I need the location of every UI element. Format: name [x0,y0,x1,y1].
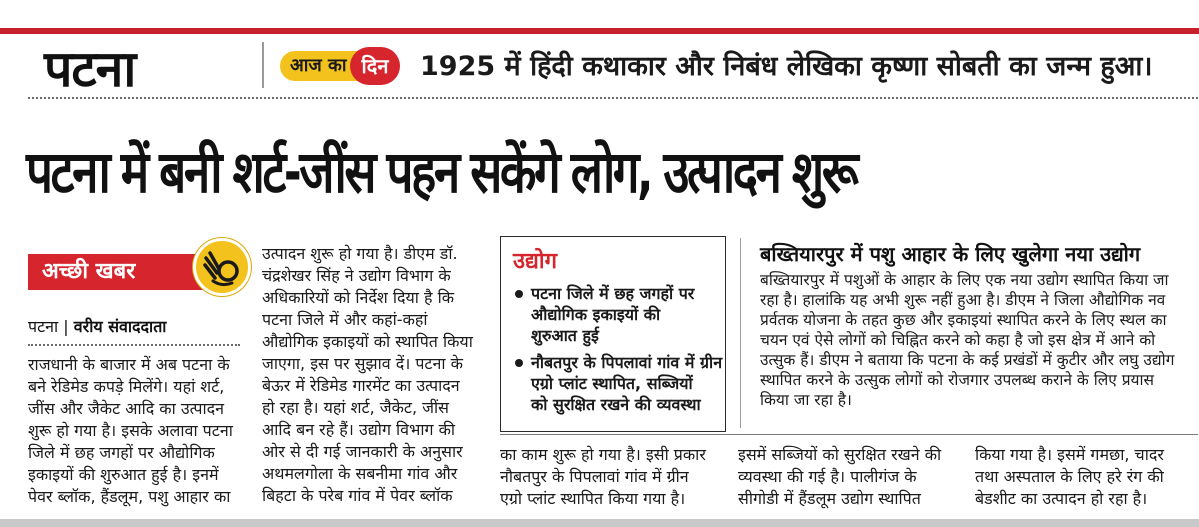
body-line: बेडशीट का उत्पादन हो रहा है। [975,489,1148,508]
body-line: ओर से दी गई जानकारी के अनुसार [262,442,463,461]
bottom-grey-rule [0,519,1199,527]
body-column-5 [975,444,1164,510]
bullet-dot-icon [515,359,523,367]
body-line: पटना जिले में और कहां-कहां [262,310,428,329]
side-story-body [760,270,1174,410]
body-line: इकाइयों की शुरुआत हुई है। इनमें [28,465,219,484]
bullet-dot-icon [515,290,523,298]
body-line: जिले में छह जगहों पर औद्योगिक [28,443,215,462]
body-line: चंद्रशेखर सिंह ने उद्योग विभाग के [262,266,451,285]
body-line: किया गया है। इसमें गमछा, चादर [975,445,1164,464]
body-line: नौबतपुर के पिपलावां गांव में ग्रीन [500,467,689,486]
body-column-3 [500,444,706,510]
bullet-line: एग्रो प्लांट स्थापित, सब्जियों [531,374,693,393]
body-line: तथा अस्पताल के लिए हरे रंग की [975,467,1164,486]
byline-divider: | [63,317,74,336]
side-line: उत्सुक हैं। डीएम ने बताया कि पटना के कई प्रखंडों में कुटीर और लघु उद्योग [760,351,1175,369]
body-line: अथमलगोला के सबनीमा गांव और [262,464,458,483]
body-line: पेवर ब्लॉक, हैंडलूम, पशु आहार का [28,487,231,506]
body-line: जींस और जैकेट आदि का उत्पादन [28,399,225,418]
badge-left-label: आज का [280,51,362,81]
city-name: पटना [44,40,136,98]
side-line: रहा है। हालांकि यह अभी शुरू नहीं हुआ है। डीएम ने जिला औद्योगिक नव [760,291,1166,309]
body-line: बेऊर में रेडिमेड गारमेंट का उत्पादन [262,376,460,395]
byline [28,316,166,338]
body-line: एग्रो प्लांट स्थापित किया गया है। [500,489,686,508]
badge-right-label: दिन [350,47,400,85]
body-line: बिहटा के परेब गांव में पेवर ब्लॉक [262,486,453,505]
ok-hand-icon [193,238,251,296]
aaj-ka-din-badge [280,47,400,85]
byline-dotted-rule [28,344,240,346]
side-story-title: बख्तियारपुर में पशु आहार के लिए खुलेगा नया उद्योग [760,242,1141,266]
side-story-divider [740,238,741,428]
side-line: बख्तियारपुर में पशुओं के आहार के लिए एक नया उद्योग स्थापित किया जा [760,271,1169,289]
body-line: आदि बन रहे हैं। उद्योग विभाग की [262,420,455,439]
body-line: राजधानी के बाजार में अब पटना के [28,355,230,374]
bullet-line: को सुरक्षित रखने की व्यवस्था [531,395,701,414]
body-column-1 [28,354,248,508]
masthead-separator [262,42,264,88]
industry-box-title: उद्योग [513,249,558,274]
bullet-line: औद्योगिक इकाइयों की [531,305,661,324]
industry-bullet-list [513,283,723,415]
body-line: बने रेडिमेड कपड़े मिलेंगे। यहां शर्ट, [28,377,225,396]
side-line: प्रर्वतक योजना के तहत कुछ और इकाइयां स्थापित करने के लिए स्थल का [760,311,1167,329]
industry-bullet [513,283,713,346]
body-line: हो रहा है। यहां शर्ट, जैकेट, जींस [262,398,449,417]
bullet-line: शुरुआत हुई [531,326,599,345]
body-column-2 [262,243,494,507]
industry-highlights-box [500,236,726,432]
body-line: इसमें सब्जियों को सुरक्षित रखने की [738,445,942,464]
masthead-dotted-rule [28,97,1198,99]
today-in-history-text: 1925 में हिंदी कथाकार और निबंध लेखिका कृष्णा सोबती का जन्म हुआ। [420,51,1153,82]
lower-section-rule [500,434,1198,435]
side-line: चयन एवं ऐसे लोगों को चिह्नित करने को कहा है जो इस क्षेत्र में आने को [760,331,1156,349]
body-line: सीगोडी में हैंडलूम उद्योग स्थापित [738,489,921,508]
side-line: स्थापित करने के उत्सुक लोगों को रोजगार उपलब्ध कराने के लिए प्रयास [760,371,1155,389]
industry-bullet [513,352,723,415]
byline-place: पटना [28,317,59,336]
body-line: अधिकारियों को निर्देश दिया है कि [262,288,455,307]
bullet-line: पटना जिले में छह जगहों पर [531,284,695,303]
main-headline: पटना में बनी शर्ट-जींस पहन सकेंगे लोग, उत्पादन शुरू [26,138,857,206]
good-news-tag: अच्छी खबर [28,254,236,290]
byline-author: वरीय संवाददाता [73,317,167,336]
body-line: व्यवस्था की गई है। पालीगंज के [738,467,917,486]
body-line: जाएगा, इस पर सुझाव दें। पटना के [262,354,463,373]
body-line: औद्योगिक इकाइयों को स्थापित किया [262,332,473,351]
body-line: उत्पादन शुरू हो गया है। डीएम डॉ. [262,244,458,263]
body-line: शुरू हो गया है। इसके अलावा पटना [28,421,233,440]
body-column-4 [738,444,941,510]
top-red-rule [0,28,1199,34]
bullet-line: नौबतपुर के पिपलावां गांव में ग्रीन [531,353,723,372]
side-line: किया जा रहा है। [760,391,852,409]
body-line: का काम शुरू हो गया है। इसी प्रकार [500,445,706,464]
